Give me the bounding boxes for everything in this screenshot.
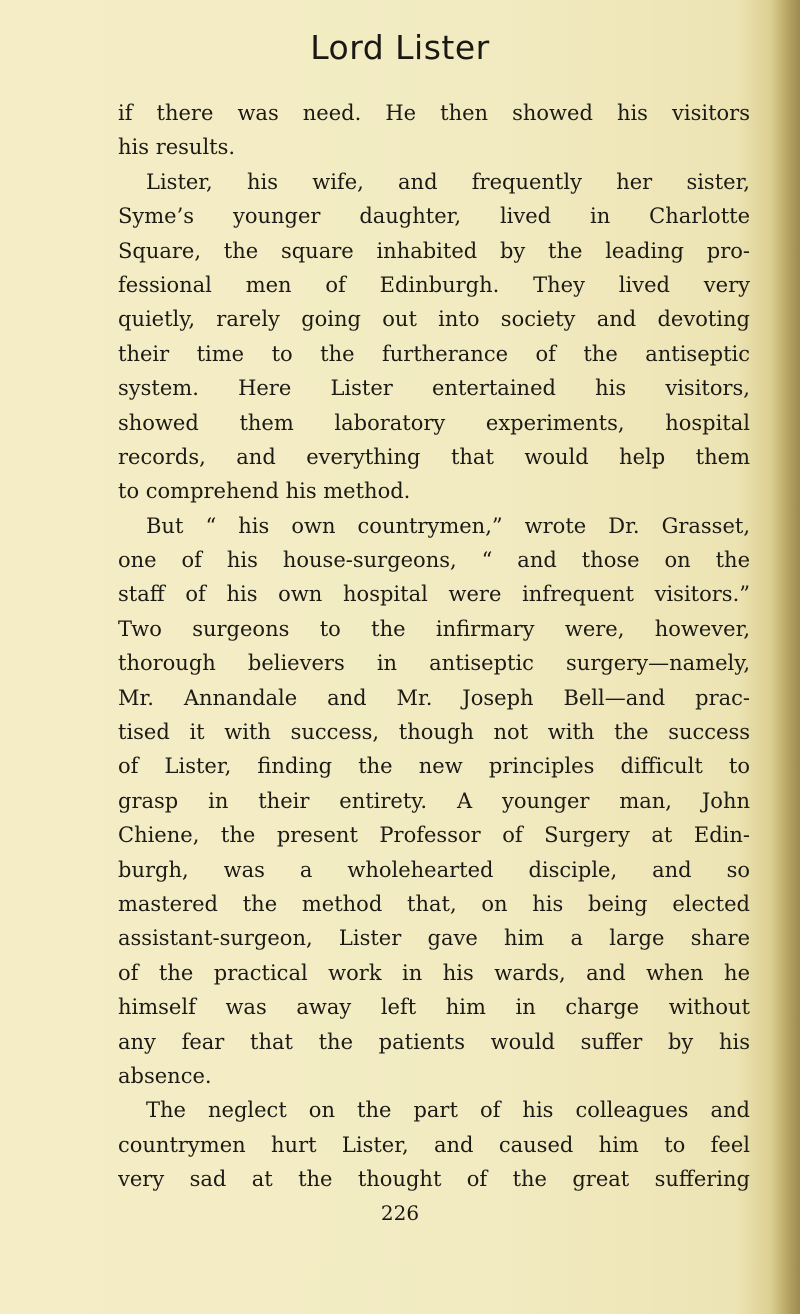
page-number: 226: [380, 1201, 420, 1225]
text-line: thorough believers in antiseptic surgery—namely,: [118, 651, 750, 676]
text-line: Syme’s younger daughter, lived in Charlotte: [118, 204, 750, 229]
text-line: if there was need. He then showed his visitors: [118, 101, 750, 125]
text-line: countrymen hurt Lister, and caused him to feel: [118, 1132, 750, 1157]
running-header: Lord Lister: [310, 28, 490, 67]
text-line: one of his house-surgeons, “ and those on the: [118, 548, 750, 573]
text-line: very sad at the thought of the great suffering: [118, 1167, 750, 1192]
text-line: But “ his own countrymen,” wrote Dr. Grasset,: [146, 513, 750, 538]
text-line: grasp in their entirety. A younger man, John: [118, 788, 750, 813]
text-line: his results.: [118, 135, 236, 160]
body-text: [118, 96, 750, 1197]
text-line: Mr. Annandale and Mr. Joseph Bell—and prac-: [118, 685, 750, 710]
text-line: mastered the method that, on his being elected: [118, 891, 750, 916]
text-line: Square, the square inhabited by the leading pro-: [118, 238, 750, 263]
text-line: burgh, was a wholehearted disciple, and so: [118, 857, 750, 882]
text-line: staff of his own hospital were infrequent visitors.”: [118, 582, 750, 607]
page-edge-shadow: [770, 0, 800, 1314]
text-line: quietly, rarely going out into society and devoting: [118, 307, 750, 332]
text-line: Two surgeons to the infirmary were, however,: [118, 616, 750, 641]
text-line: records, and everything that would help them: [118, 444, 750, 469]
text-line: himself was away left him in charge without: [118, 995, 750, 1020]
text-line: system. Here Lister entertained his visitors,: [118, 376, 750, 401]
text-line: absence.: [118, 1063, 212, 1088]
text-line: of the practical work in his wards, and when he: [118, 960, 750, 985]
text-line: to comprehend his method.: [118, 479, 411, 504]
text-line: Lister, his wife, and frequently her sister,: [146, 169, 750, 194]
text-line: Chiene, the present Professor of Surgery at Edin-: [118, 823, 750, 848]
text-line: fessional men of Edinburgh. They lived very: [118, 272, 750, 297]
text-line: any fear that the patients would suffer by his: [118, 1029, 750, 1054]
text-line: tised it with success, though not with the success: [118, 720, 750, 745]
text-line: assistant-surgeon, Lister gave him a large share: [118, 926, 750, 951]
text-line: The neglect on the part of his colleagues and: [146, 1098, 750, 1123]
text-line: showed them laboratory experiments, hospital: [118, 410, 750, 435]
text-line: of Lister, finding the new principles difficult to: [118, 754, 750, 779]
text-line: their time to the furtherance of the antiseptic: [118, 341, 750, 366]
